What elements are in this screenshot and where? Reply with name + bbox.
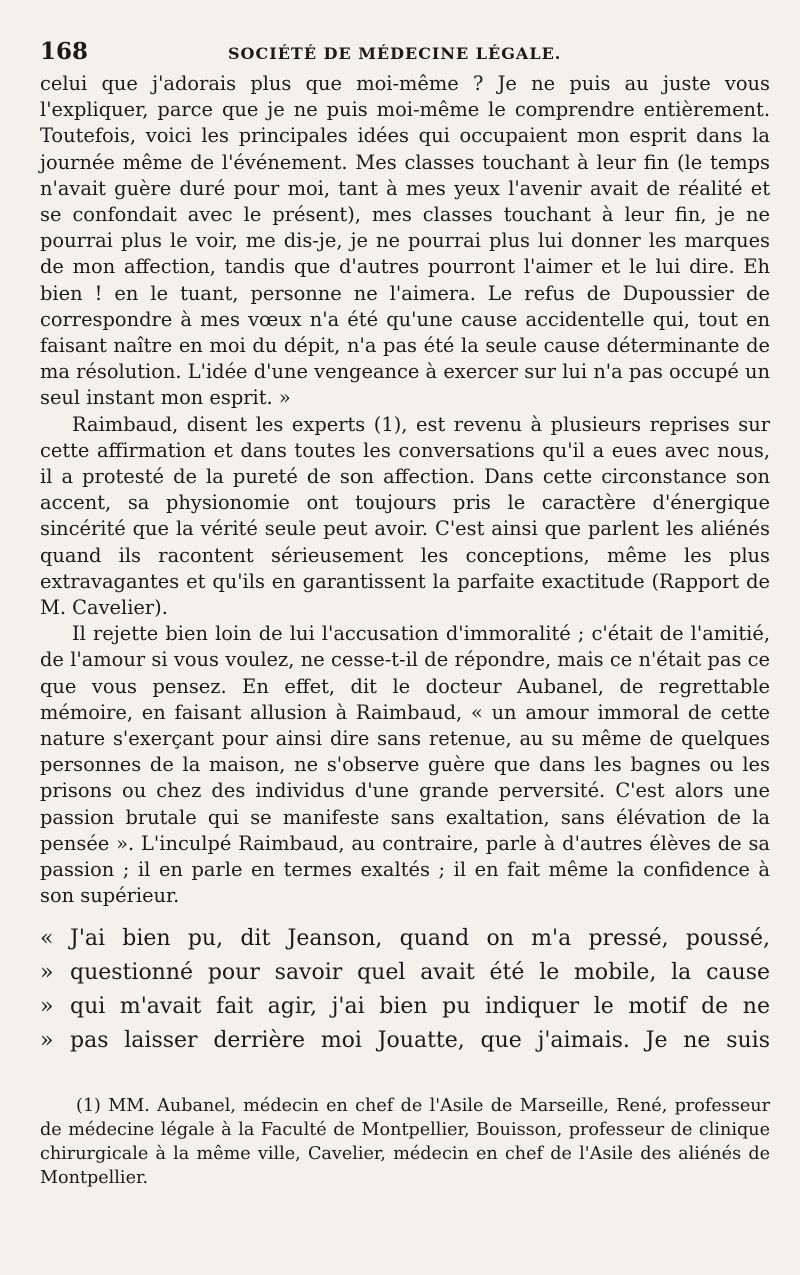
quote-line xyxy=(40,990,770,1024)
quote-text: J'ai bien pu, dit Jeanson, quand on m'a pressé, poussé, xyxy=(70,925,770,951)
quote-mark: » xyxy=(40,1027,54,1053)
quote-line xyxy=(40,956,770,990)
footnote-marker: (1) xyxy=(76,1095,101,1116)
paragraph: Il rejette bien loin de lui l'accusation d'immoralité ; c'était de l'amitié, de l'amour si vous voulez, ne cesse-t-il de répondre, mais ce n'était pas ce que vous pensez. En effet, dit le docteur Aubanel, de regrettable mémoire, en faisant allusion à Raimbaud, « un amour immoral de cette nature s'exerçant pour ainsi dire sans retenue, au su même de quelques personnes de la maison, ne s'observe guère que dans les bagnes ou les prisons ou chez des individus d'une grande perversité. C'est alors une passion brutale qui se manifeste sans exaltation, sans élévation de la pensée ». L'inculpé Raimbaud, au contraire, parle à d'autres élèves de sa passion ; il en parle en termes exaltés ; il en fait même la confidence à son supérieur. xyxy=(40,622,770,908)
paragraph: Raimbaud, disent les experts (1), est revenu à plusieurs reprises sur cette affirmation et dans toutes les conversations qu'il a eues avec nous, il a protesté de la pureté de son affection. Dans cette circonstance son accent, sa physionomie ont toujours pris le caractère d'énergique sincérité que la vérité seule peut avoir. C'est ainsi que parlent les aliénés quand ils racontent sérieusement les conceptions, même les plus extravagantes et qu'ils en garantissent la parfaite exactitude (Rapport de M. Cavelier). xyxy=(40,412,770,620)
page-header xyxy=(40,38,770,65)
body-text xyxy=(40,71,770,910)
footnote-text: MM. Aubanel, médecin en chef de l'Asile de Marseille, René, professeur de médecine légale à la Faculté de Montpellier, Bouisson, professeur de clinique chirurgicale à la même ville, Cavelier, médecin en chef de l'Asile des aliénés de Montpellier. xyxy=(40,1095,770,1188)
page-number: 168 xyxy=(40,38,89,65)
running-head: SOCIÉTÉ DE MÉDECINE LÉGALE. xyxy=(228,44,562,63)
paragraph: celui que j'adorais plus que moi-même ? Je ne puis au juste vous l'expliquer, parce que je ne puis moi-même le comprendre entièrement. Toutefois, voici les principales idées qui occupaient mon esprit dans la journée même de l'événement. Mes classes touchant à leur fin (le temps n'avait guère duré pour moi, tant à mes yeux l'avenir avait de réalité et se confondait avec le présent), mes classes touchant à leur fin, je ne pourrai plus le voir, me dis-je, je ne pourrai plus lui donner les marques de mon affection, tandis que d'autres pourront l'aimer et le lui dire. Eh bien ! en le tuant, personne ne l'aimera. Le refus de Dupoussier de correspondre à mes vœux n'a été qu'une cause accidentelle qui, tout en faisant naître en moi du dépit, n'a pas été la seule cause déterminante de ma résolution. L'idée d'une vengeance à exercer sur lui n'a pas occupé un seul instant mon esprit. » xyxy=(40,72,770,410)
quote-line xyxy=(40,1024,770,1058)
footnote xyxy=(40,1094,770,1190)
block-quote xyxy=(40,922,770,1058)
quote-mark: « xyxy=(40,925,54,951)
quote-line xyxy=(40,922,770,956)
quote-text: pas laisser derrière moi Jouatte, que j'aimais. Je ne suis xyxy=(70,1027,770,1053)
quote-text: qui m'avait fait agir, j'ai bien pu indiquer le motif de ne xyxy=(70,993,770,1019)
quote-mark: » xyxy=(40,959,54,985)
quote-text: questionné pour savoir quel avait été le mobile, la cause xyxy=(70,959,770,985)
quote-mark: » xyxy=(40,993,54,1019)
